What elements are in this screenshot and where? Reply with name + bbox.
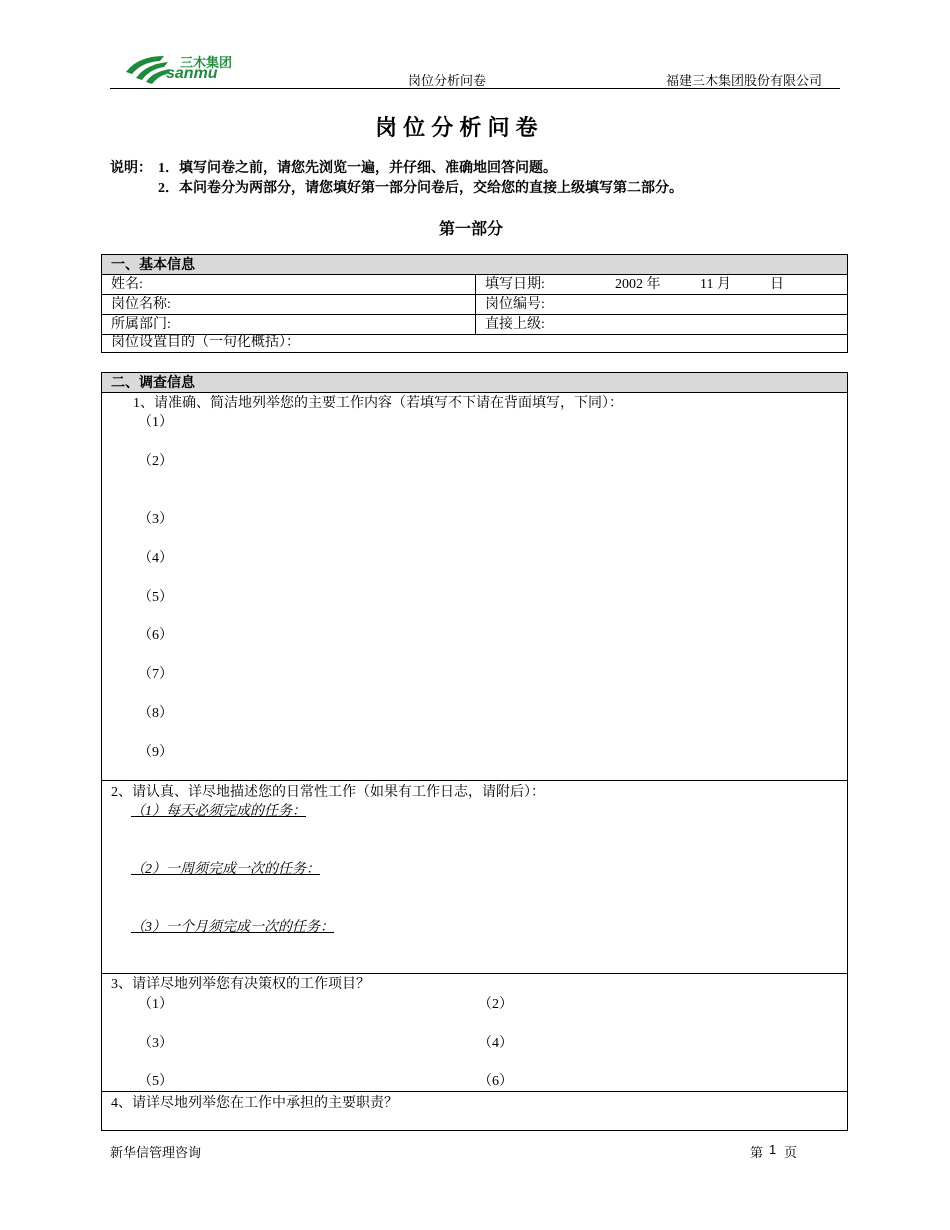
header-company-name: 福建三木集团股份有限公司 [666, 73, 823, 88]
question-4-text: 4、请详尽地列举您在工作中承担的主要职责？ [111, 1096, 398, 1111]
q3-item-6: （6） [478, 1074, 513, 1089]
company-logo [124, 52, 234, 86]
instructions-label: 说明： [110, 161, 152, 176]
fill-date-day: 日 [770, 277, 784, 292]
fill-date-year: 2002 年 [615, 277, 661, 292]
position-name-field[interactable]: 岗位名称: [111, 297, 171, 312]
survey-info-table [101, 372, 848, 1131]
basic-info-row-purpose [102, 333, 847, 353]
q3-item-2: （2） [478, 997, 513, 1012]
footer-consultant: 新华信管理咨询 [110, 1145, 202, 1160]
position-code-field[interactable]: 岗位编号: [475, 295, 847, 314]
basic-info-table [101, 254, 848, 353]
position-purpose-field[interactable]: 岗位设置目的（一句化概括）： [111, 335, 300, 350]
q2-daily-tasks: （1）每天必须完成的任务： [131, 804, 306, 819]
footer-page-suffix: 页 [784, 1145, 798, 1160]
question-1-text: 1、请准确、简洁地列举您的主要工作内容（若填写不下请在背面填写，下同）： [133, 396, 623, 411]
q1-item-1: （1） [138, 415, 173, 430]
q3-q4-divider [102, 1091, 847, 1092]
q1-item-3: （3） [138, 512, 173, 527]
footer-page-prefix: 第 [750, 1145, 764, 1160]
header-divider [110, 88, 840, 89]
q1-q2-divider [102, 780, 847, 781]
question-2-text: 2、请认真、详尽地描述您的日常性工作（如果有工作日志，请附后）： [111, 785, 545, 800]
q1-item-7: （7） [138, 667, 173, 682]
q1-item-4: （4） [138, 551, 173, 566]
q1-item-9: （9） [138, 745, 173, 760]
survey-info-header: 二、调查信息 [102, 373, 847, 393]
q3-item-3: （3） [138, 1036, 173, 1051]
fill-date-field[interactable] [475, 275, 847, 294]
instruction-item-1: 1．填写问卷之前，请您先浏览一遍，并仔细、准确地回答问题。 [158, 161, 557, 176]
q2-q3-divider [102, 973, 847, 974]
footer-page-number: 1 [769, 1142, 777, 1157]
fill-date-month: 11 月 [700, 277, 731, 292]
basic-info-row-department [102, 315, 847, 335]
q1-item-8: （8） [138, 706, 173, 721]
direct-supervisor-field[interactable]: 直接上级: [475, 315, 847, 334]
q2-weekly-tasks: （2）一周须完成一次的任务： [131, 862, 320, 877]
basic-info-row-name [102, 275, 847, 295]
department-field[interactable]: 所属部门: [111, 317, 171, 332]
question-3-text: 3、请详尽地列举您有决策权的工作项目？ [111, 977, 370, 992]
q3-item-5: （5） [138, 1074, 173, 1089]
fill-date-label: 填写日期: [485, 277, 545, 292]
q1-item-2: （2） [138, 454, 173, 469]
logo-english-text: sanmu [166, 65, 218, 82]
logo-chinese-text: 三木集团 [180, 55, 233, 70]
instruction-item-2: 2．本问卷分为两部分，请您填好第一部分问卷后，交给您的直接上级填写第二部分。 [158, 181, 683, 196]
basic-info-header: 一、基本信息 [102, 255, 847, 275]
basic-info-row-position [102, 295, 847, 315]
q2-monthly-tasks: （3）一个月须完成一次的任务： [131, 920, 334, 935]
q3-item-1: （1） [138, 997, 173, 1012]
q1-item-6: （6） [138, 628, 173, 643]
page-title: 岗 位 分 析 问 卷 [375, 115, 538, 140]
q1-item-5: （5） [138, 590, 173, 605]
header-document-title: 岗位分析问卷 [408, 73, 487, 88]
q3-item-4: （4） [478, 1036, 513, 1051]
name-field[interactable]: 姓名: [111, 277, 143, 292]
part-title: 第一部分 [439, 221, 504, 238]
